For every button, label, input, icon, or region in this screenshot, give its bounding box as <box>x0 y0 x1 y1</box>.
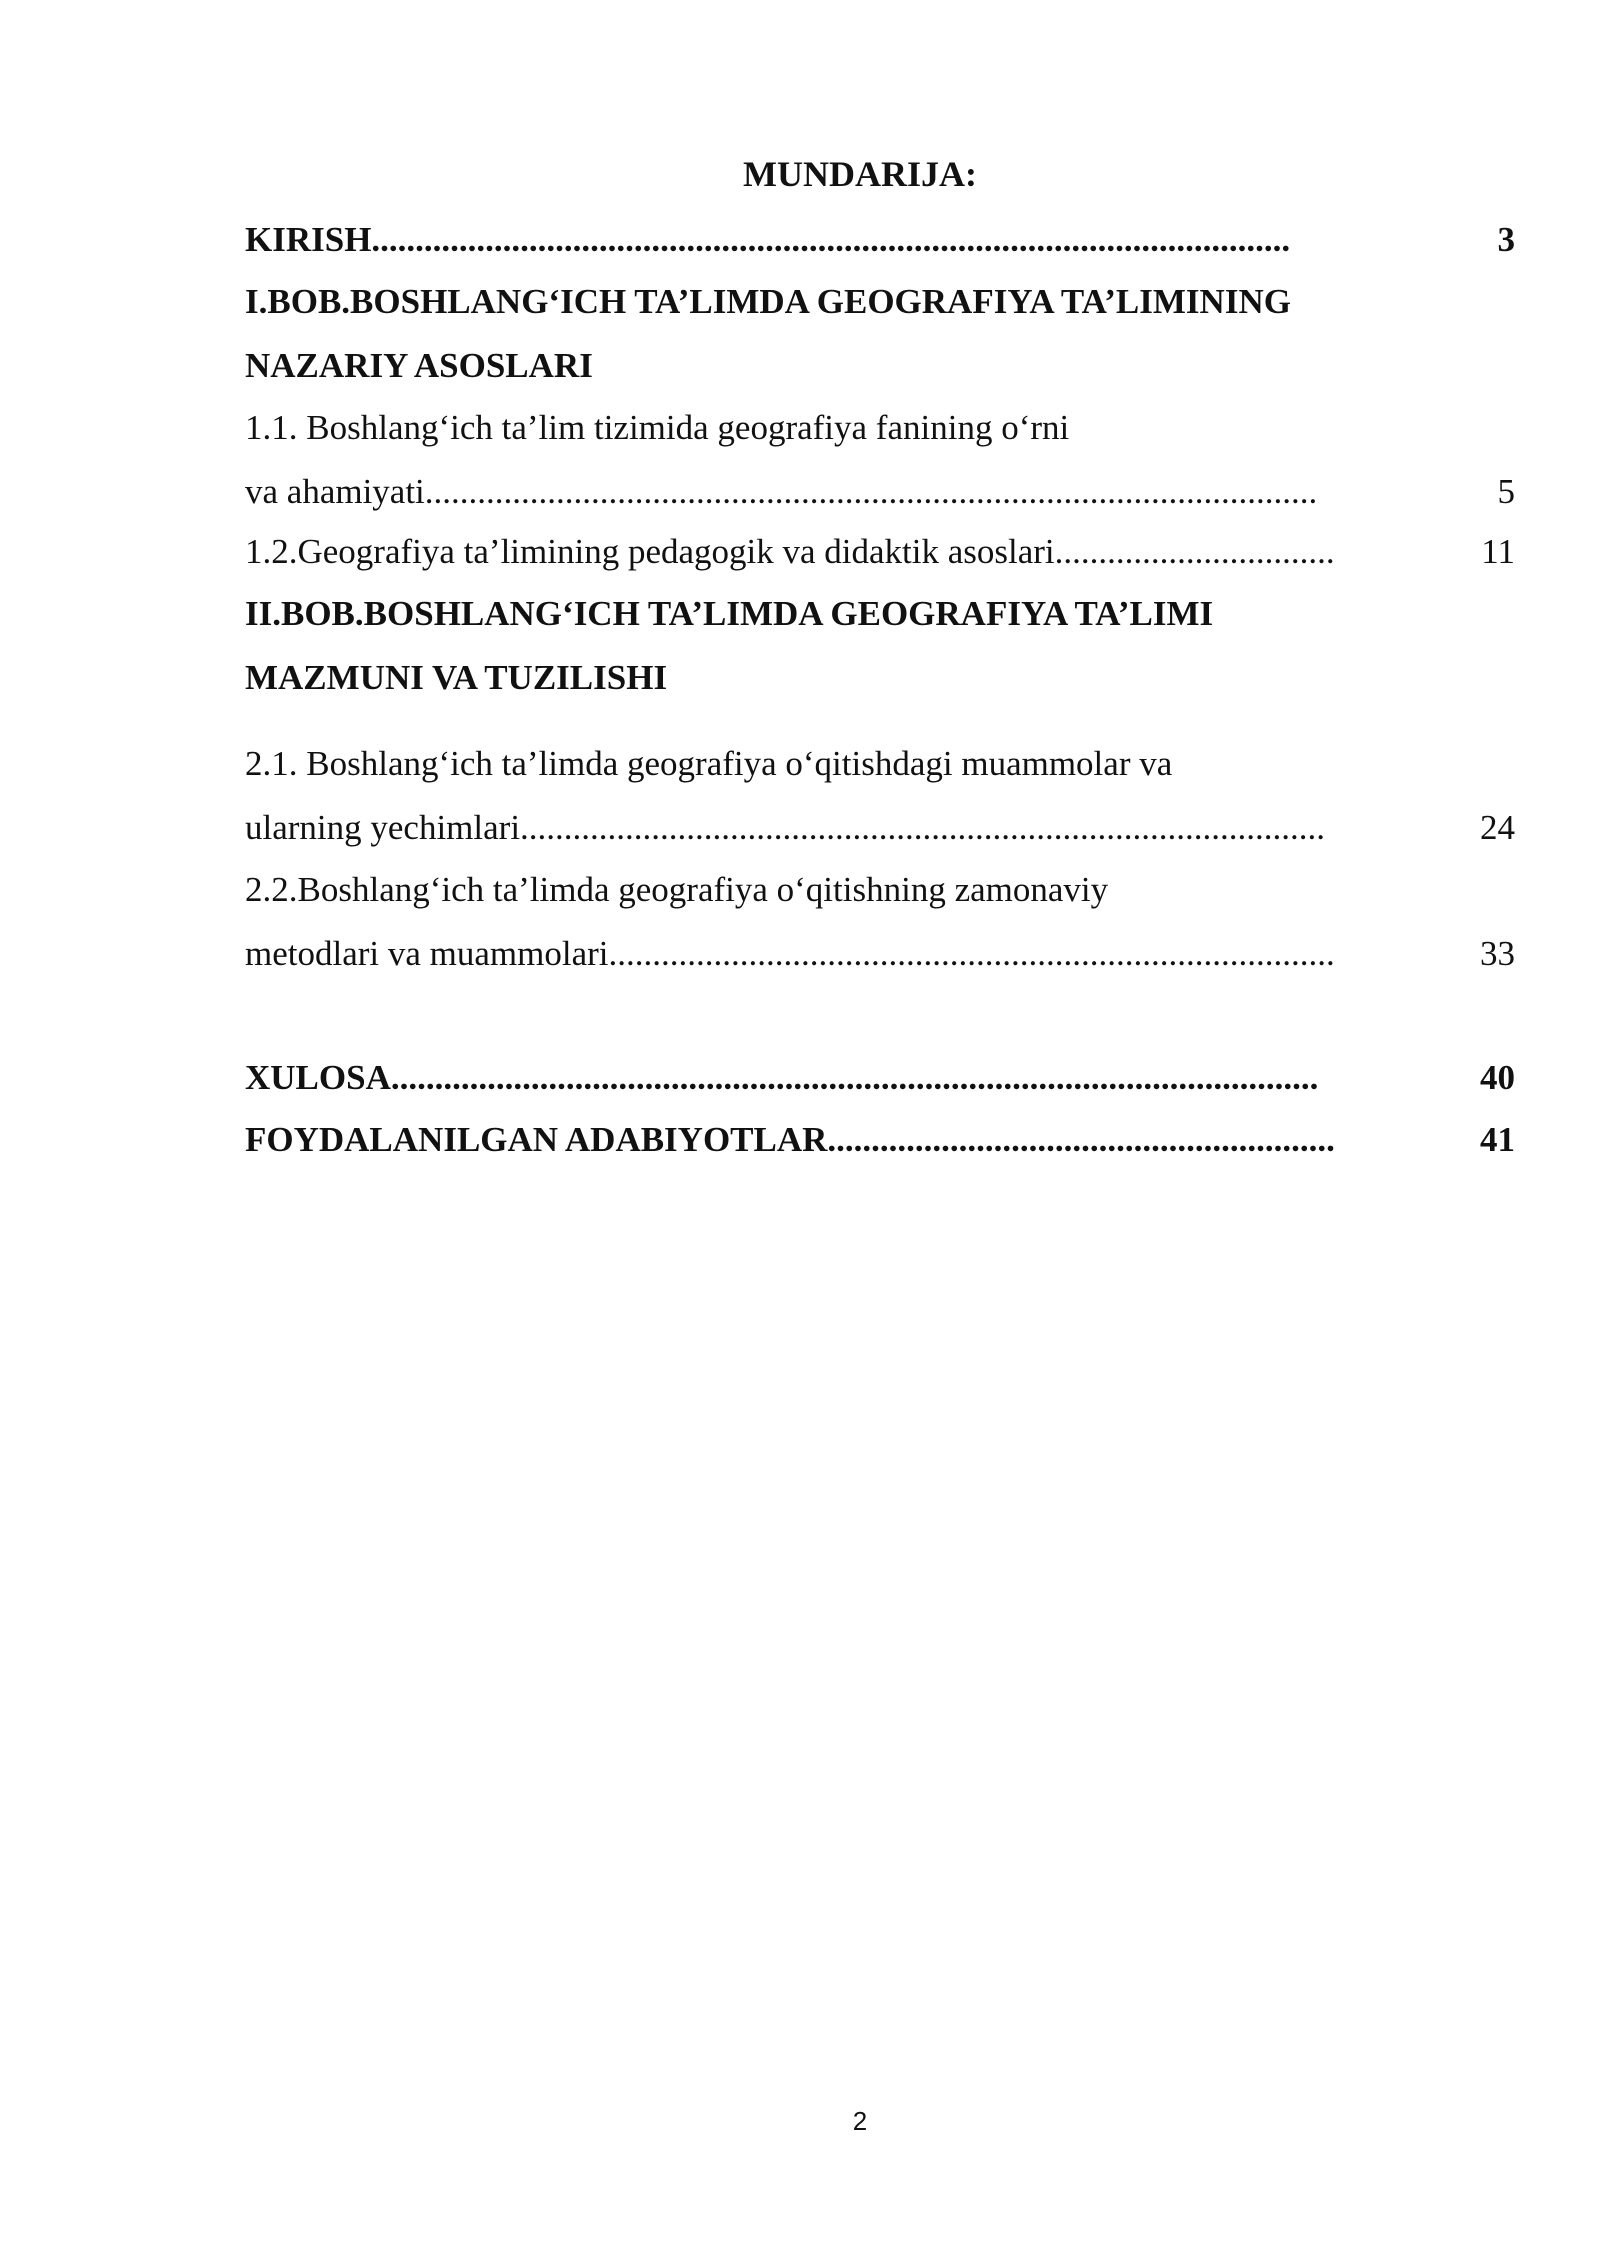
toc-section-1-2 <box>245 530 1515 574</box>
toc-entry-kirish <box>245 218 1515 262</box>
toc-entry-adabiyotlar <box>245 1118 1515 1162</box>
toc-chapter-2-line2 <box>245 656 1515 700</box>
toc-entry-page: 24 <box>1480 808 1515 847</box>
toc-entry-page: 3 <box>1497 220 1515 259</box>
toc-entry-text: 1.2.Geografiya ta’limining pedagogik va didaktik asoslari................................ <box>245 532 1335 571</box>
toc-entry-page: 11 <box>1481 532 1515 571</box>
toc-entry-text: 2.2.Boshlang‘ich ta’limda geografiya o‘qitishning zamonaviy <box>245 870 1109 909</box>
toc-section-1-1-line1 <box>245 406 1515 450</box>
toc-entry-text: KIRISH......................................................................................................... <box>245 220 1291 259</box>
toc-entry-text: metodlari va muammolari................................................................................... <box>245 934 1335 973</box>
toc-section-2-2-line2 <box>245 932 1515 976</box>
toc-entry-page: 40 <box>1480 1058 1515 1097</box>
toc-entry-text: MAZMUNI VA TUZILISHI <box>245 658 668 697</box>
toc-chapter-1-line2 <box>245 344 1515 388</box>
toc-entry-text: va ahamiyati...................................................................................................... <box>245 472 1318 511</box>
toc-section-1-1-line2 <box>245 470 1515 514</box>
toc-section-2-1-line2 <box>245 806 1515 850</box>
toc-entry-text: 1.1. Boshlang‘ich ta’lim tizimida geografiya fanining o‘rni <box>245 408 1070 447</box>
toc-entry-text: II.BOB.BOSHLANG‘ICH TA’LIMDA GEOGRAFIYA TA’LIMI <box>245 594 1214 633</box>
toc-entry-text: NAZARIY ASOSLARI <box>245 346 593 385</box>
toc-entry-xulosa <box>245 1056 1515 1100</box>
toc-chapter-2-line1 <box>245 592 1515 636</box>
toc-entry-text: FOYDALANILGAN ADABIYOTLAR.......................................................... <box>245 1120 1335 1159</box>
toc-entry-text: I.BOB.BOSHLANG‘ICH TA’LIMDA GEOGRAFIYA TA’LIMINING <box>245 282 1291 321</box>
toc-entry-page: 41 <box>1480 1120 1515 1159</box>
toc-chapter-1-line1 <box>245 280 1515 324</box>
toc-heading: MUNDARIJA: <box>743 154 977 194</box>
page-number: 2 <box>852 2106 868 2136</box>
toc-entry-page: 33 <box>1480 934 1515 973</box>
toc-entry-text: 2.1. Boshlang‘ich ta’limda geografiya o‘qitishdagi muammolar va <box>245 744 1173 783</box>
toc-entry-text: XULOSA.......................................................................................................... <box>245 1058 1319 1097</box>
toc-entry-text: ularning yechimlari............................................................................................ <box>245 808 1326 847</box>
toc-section-2-2-line1 <box>245 868 1515 912</box>
toc-entry-page: 5 <box>1497 472 1515 511</box>
toc-section-2-1-line1 <box>245 742 1515 786</box>
